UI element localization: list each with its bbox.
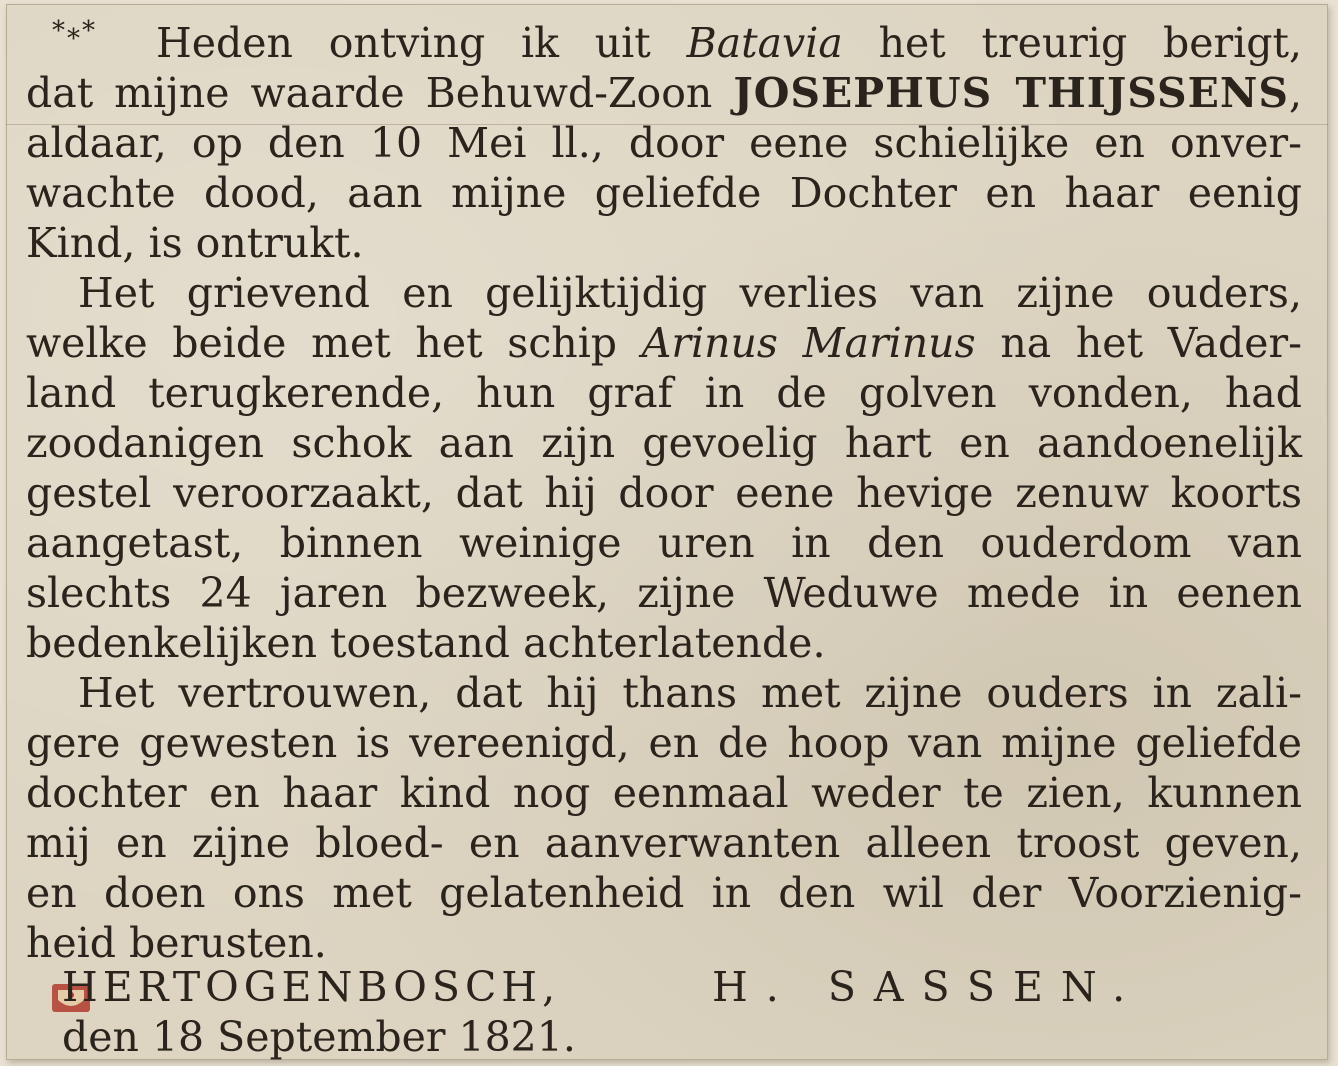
- text-line: Kind, is ontrukt.: [26, 219, 364, 267]
- text-line: Het grievend en gelijktijdig verlies van zijne ouders,: [78, 269, 1302, 317]
- text-line: zoodanigen schok aan zijn gevoelig hart en aandoenelijk: [26, 419, 1302, 467]
- text-line: land terugkerende, hun graf in de golven vonden, had: [26, 369, 1302, 417]
- date-line: den 18 September 1821.: [62, 1013, 576, 1060]
- text-line: Het vertrouwen, dat hij thans met zijne ouders in zali-: [78, 669, 1302, 717]
- text-line: wachte dood, aan mijne geliefde Dochter en haar eenig: [26, 169, 1302, 217]
- emphasis-text: JOSEPHUS THIJSSENS: [733, 69, 1289, 117]
- place-name: HERTOGENBOSCH,: [62, 963, 561, 1011]
- text-line: bedenkelijken toestand achterlatende.: [26, 619, 826, 667]
- text-line: dat mijne waarde Behuwd-Zoon JOSEPHUS THIJSSENS,: [26, 69, 1302, 117]
- text-line: gere gewesten is vereenigd, en de hoop van mijne geliefde: [26, 719, 1302, 767]
- text-line: heid berusten.: [26, 919, 327, 967]
- newspaper-clipping: [6, 4, 1328, 1060]
- text-line: dochter en haar kind nog eenmaal weder te zien, kunnen: [26, 769, 1302, 817]
- text-line: Heden ontving ik uit Batavia het treurig berigt,: [156, 19, 1302, 67]
- text-line: gestel veroorzaakt, dat hij door eene hevige zenuw koorts: [26, 469, 1302, 517]
- text-line: mij en zijne bloed- en aanverwanten alleen troost geven,: [26, 819, 1302, 867]
- text-line: welke beide met het schip Arinus Marinus na het Vader-: [26, 319, 1302, 367]
- text-line: aangetast, binnen weinige uren in den ouderdom van: [26, 519, 1302, 567]
- emphasis-text: Batavia: [686, 19, 843, 67]
- signature: H. SASSEN.: [712, 963, 1144, 1011]
- emphasis-text: Arinus Marinus: [641, 319, 976, 367]
- text-line: slechts 24 jaren bezweek, zijne Weduwe mede in eenen: [26, 569, 1302, 617]
- asterism: *⁎*: [52, 16, 97, 46]
- text-line: en doen ons met gelatenheid in den wil der Voorzienig-: [26, 869, 1302, 917]
- text-line: aldaar, op den 10 Mei ll., door eene schielijke en onver-: [26, 119, 1302, 167]
